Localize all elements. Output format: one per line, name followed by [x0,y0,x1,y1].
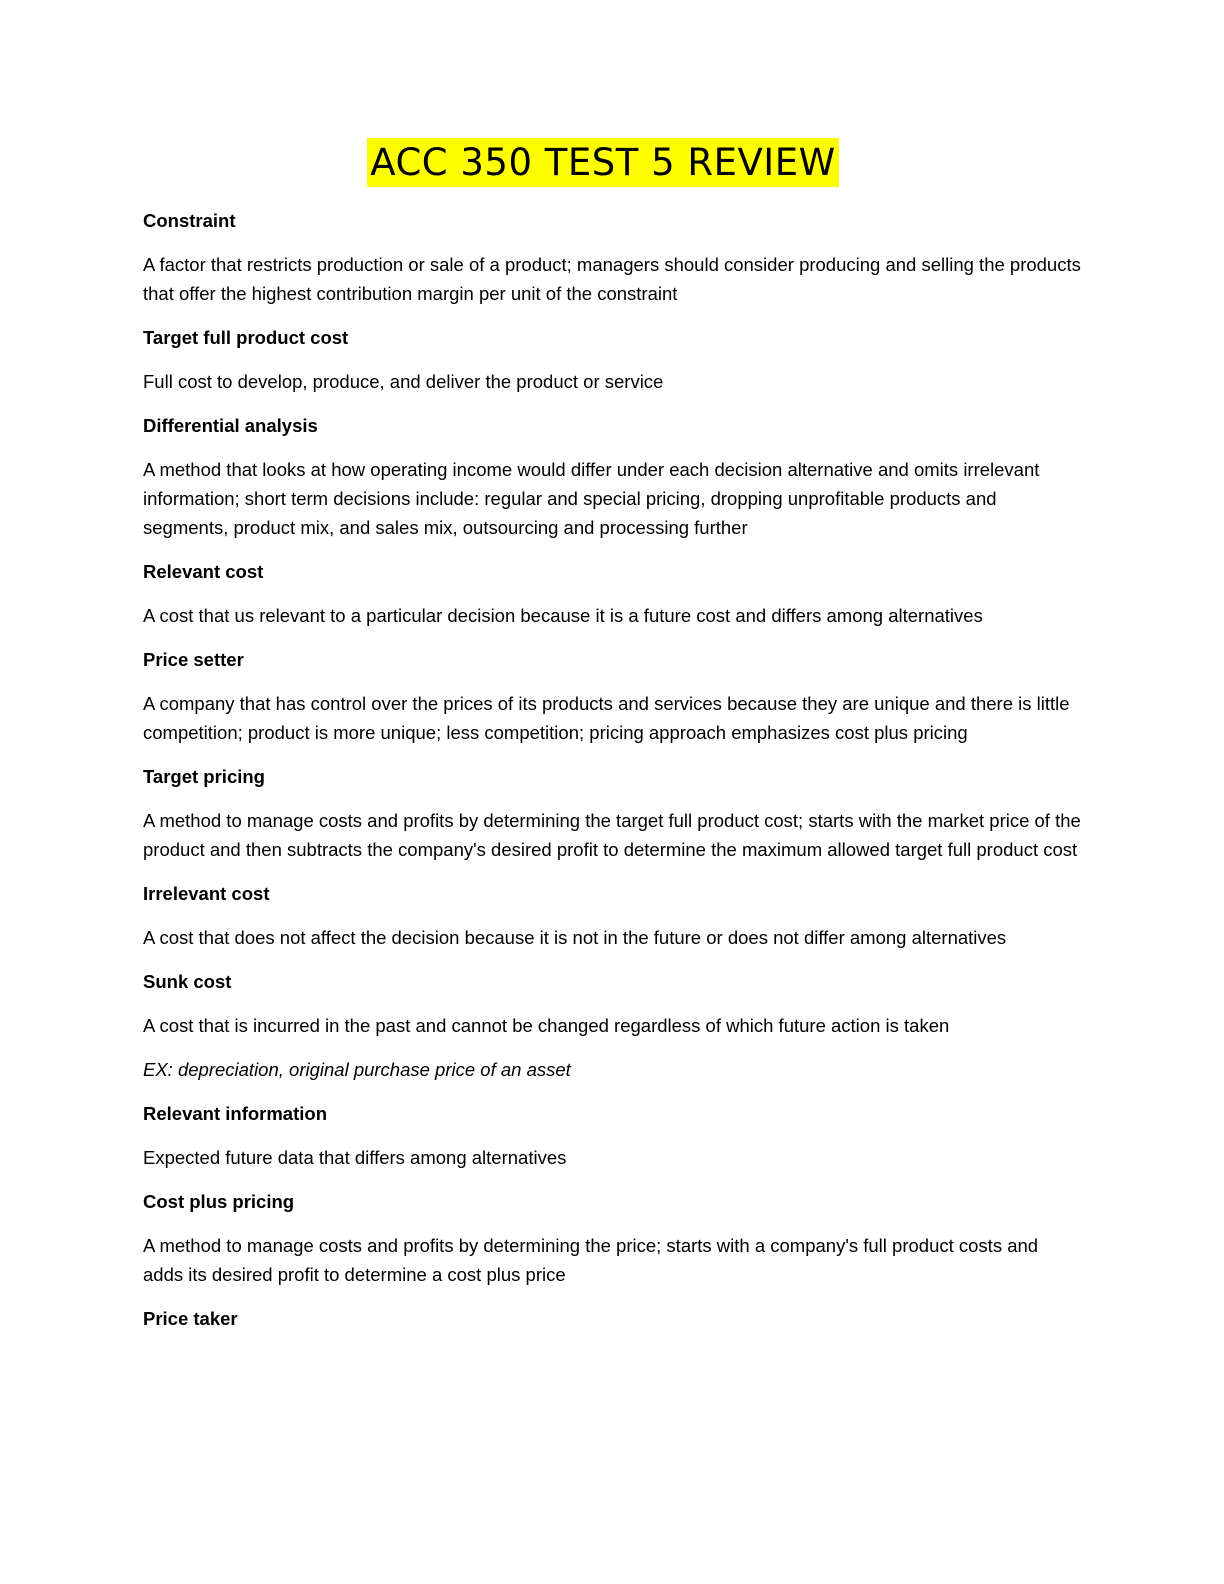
definition-target-full-product-cost: Full cost to develop, produce, and deliver the product or service [143,371,664,392]
term-cost-plus-pricing: Cost plus pricing [143,1191,295,1212]
term-sunk-cost: Sunk cost [143,971,232,992]
definition-relevant-cost: A cost that us relevant to a particular decision because it is a future cost and differs among alternatives [143,605,983,626]
definition-price-setter: A company that has control over the prices of its products and services because they are unique and there is little competition; product is more unique; less competition; pricing approach emphasizes cost plus pricing [143,693,1070,743]
term-target-pricing: Target pricing [143,766,265,787]
document-page [143,138,1083,1348]
term-constraint: Constraint [143,210,236,231]
definition-differential-analysis: A method that looks at how operating income would differ under each decision alternative and omits irrelevant information; short term decisions include: regular and special pricing, dropping unprofitable products and segments, product mix, and sales mix, outsourcing and processing further [143,459,1040,538]
term-differential-analysis: Differential analysis [143,415,318,436]
term-relevant-cost: Relevant cost [143,561,264,582]
document-title: ACC 350 TEST 5 REVIEW [367,138,838,187]
definition-relevant-information: Expected future data that differs among alternatives [143,1147,567,1168]
term-price-setter: Price setter [143,649,244,670]
glossary-list [143,206,1083,1333]
definition-sunk-cost: A cost that is incurred in the past and cannot be changed regardless of which future action is taken [143,1015,950,1036]
term-price-taker: Price taker [143,1308,238,1329]
definition-irrelevant-cost: A cost that does not affect the decision because it is not in the future or does not differ among alternatives [143,927,1007,948]
definition-constraint: A factor that restricts production or sale of a product; managers should consider producing and selling the products that offer the highest contribution margin per unit of the constraint [143,254,1081,304]
definition-target-pricing: A method to manage costs and profits by determining the target full product cost; starts with the market price of the product and then subtracts the company's desired profit to determine the maximum allowed target full product cost [143,810,1081,860]
term-target-full-product-cost: Target full product cost [143,327,349,348]
definition-cost-plus-pricing: A method to manage costs and profits by determining the price; starts with a company's full product costs and adds its desired profit to determine a cost plus price [143,1235,1039,1285]
term-relevant-information: Relevant information [143,1103,327,1124]
example-sunk-cost: EX: depreciation, original purchase price of an asset [143,1059,571,1080]
term-irrelevant-cost: Irrelevant cost [143,883,270,904]
title-container [143,138,1083,190]
